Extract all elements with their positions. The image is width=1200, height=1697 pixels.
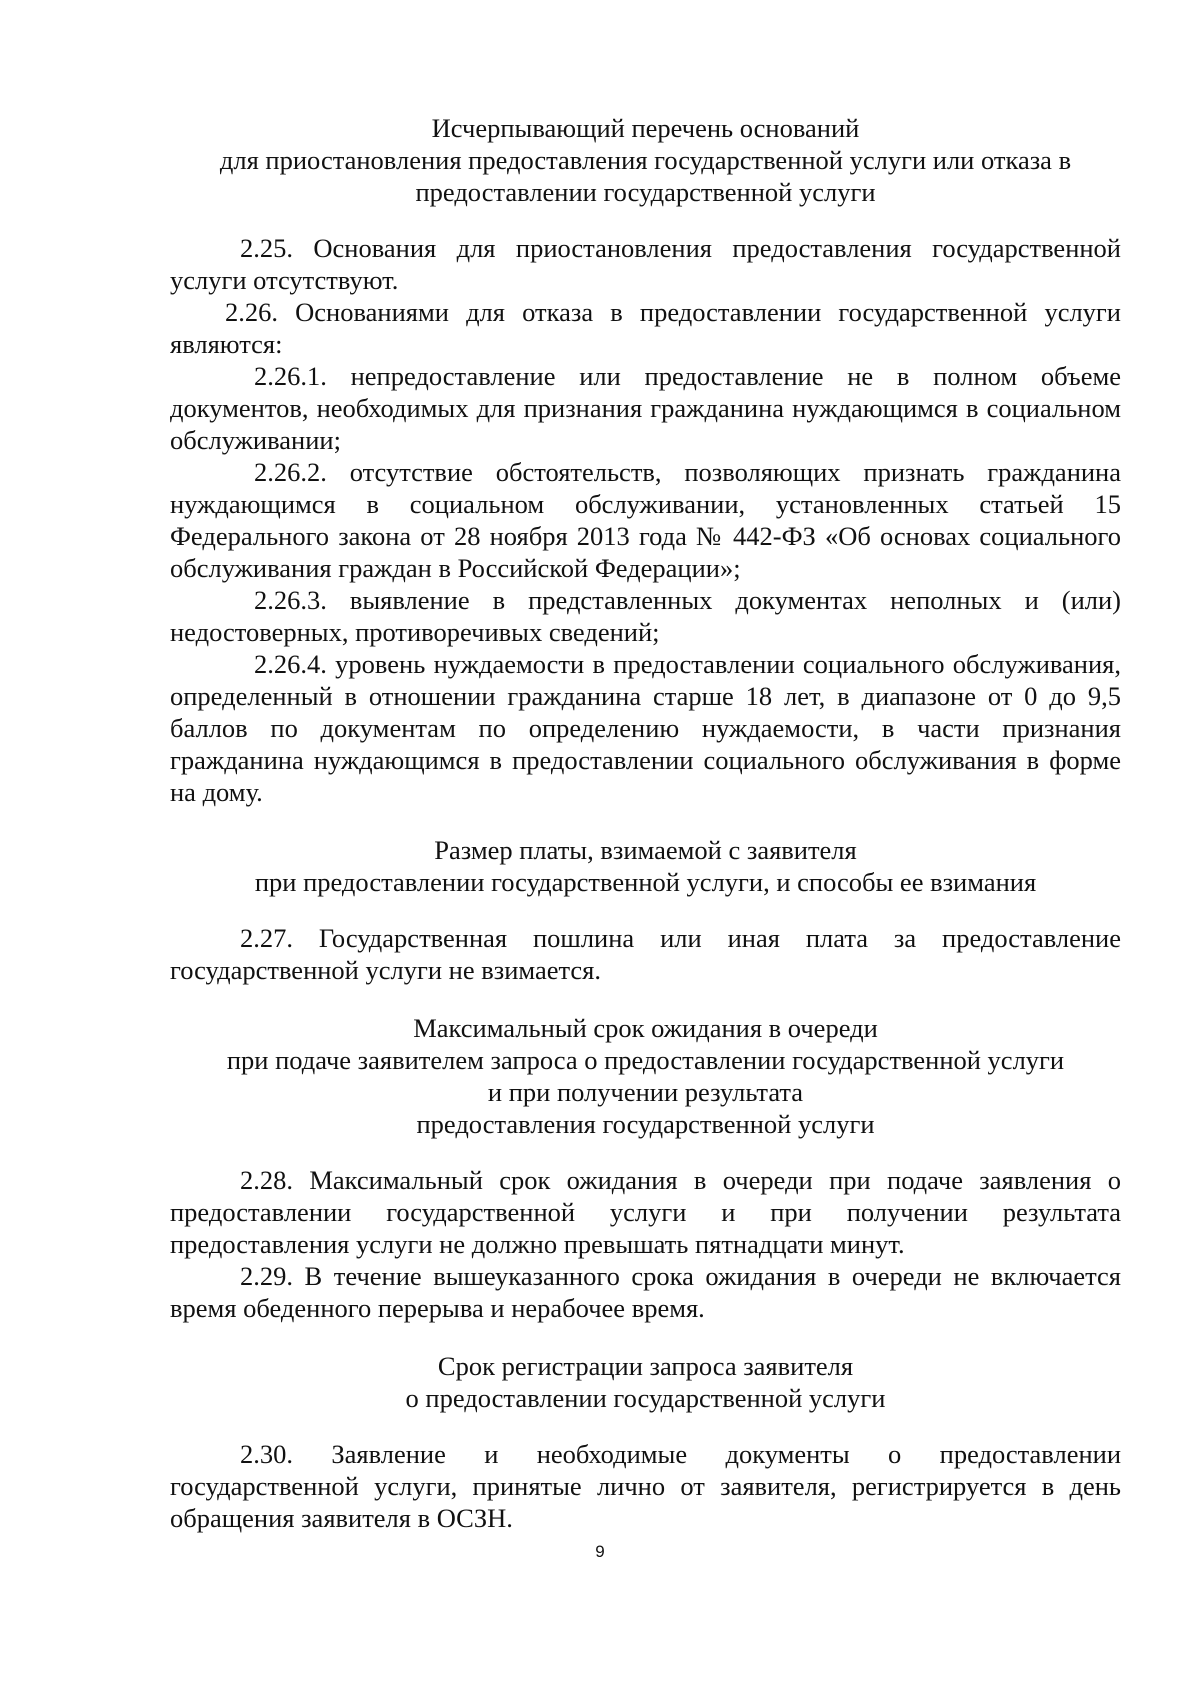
paragraph-2-27: 2.27. Государственная пошлина или иная плата за предоставление государственной услуги не взимается. xyxy=(170,923,1121,985)
heading-line: о предоставлении государственной услуги xyxy=(405,1383,886,1413)
section-heading-grounds xyxy=(170,112,1121,208)
heading-line: предоставления государственной услуги xyxy=(416,1109,875,1139)
paragraph-2-25: 2.25. Основания для приостановления предоставления государственной услуги отсутствуют. xyxy=(170,233,1121,295)
paragraph-2-26-1: 2.26.1. непредоставление или предоставление не в полном объеме документов, необходимых для признания гражданина нуждающимся в социальном обслуживании; xyxy=(170,361,1121,455)
heading-line: для приостановления предоставления государственной услуги или отказа в xyxy=(219,145,1072,175)
heading-line: Исчерпывающий перечень оснований xyxy=(431,113,860,143)
heading-line: Срок регистрации запроса заявителя xyxy=(437,1351,854,1381)
paragraph-2-26-2: 2.26.2. отсутствие обстоятельств, позволяющих признать гражданина нуждающимся в социальном обслуживании, установленных статьей 15 Федерального закона от 28 ноября 2013 года № 442-ФЗ «Об основах социального обслуживания граждан в Российской Федерации»; xyxy=(170,457,1121,583)
paragraph-2-26: 2.26. Основаниями для отказа в предоставлении государственной услуги являются: xyxy=(170,297,1121,359)
paragraph-2-26-3: 2.26.3. выявление в представленных документах неполных и (или) недостоверных, противоречивых сведений; xyxy=(170,585,1121,647)
section-heading-registration xyxy=(170,1350,1121,1414)
paragraph-2-29: 2.29. В течение вышеуказанного срока ожидания в очереди не включается время обеденного перерыва и нерабочее время. xyxy=(170,1261,1121,1323)
paragraph-2-30: 2.30. Заявление и необходимые документы о предоставлении государственной услуги, принятые лично от заявителя, регистрируется в день обращения заявителя в ОСЗН. xyxy=(170,1439,1121,1533)
heading-line: и при получении результата xyxy=(487,1077,804,1107)
paragraph-2-26-4: 2.26.4. уровень нуждаемости в предоставлении социального обслуживания, определенный в отношении гражданина старше 18 лет, в диапазоне от 0 до 9,5 баллов по документам по определению нуждаемости, в части признания гражданина нуждающимся в предоставлении социального обслуживания в форме на дому. xyxy=(170,649,1121,807)
section-heading-fee xyxy=(170,834,1121,898)
heading-line: Максимальный срок ожидания в очереди xyxy=(413,1013,878,1043)
document-page xyxy=(170,112,1121,1534)
heading-line: при подаче заявителем запроса о предоставлении государственной услуги xyxy=(226,1045,1065,1075)
heading-line: предоставлении государственной услуги xyxy=(415,177,876,207)
paragraph-2-28: 2.28. Максимальный срок ожидания в очереди при подаче заявления о предоставлении государственной услуги и при получении результата предоставления услуги не должно превышать пятнадцати минут. xyxy=(170,1165,1121,1259)
section-heading-queue-time xyxy=(170,1012,1121,1140)
heading-line: при предоставлении государственной услуги, и способы ее взимания xyxy=(254,867,1037,897)
heading-line: Размер платы, взимаемой с заявителя xyxy=(434,835,857,865)
page-number: 9 xyxy=(595,1542,605,1561)
